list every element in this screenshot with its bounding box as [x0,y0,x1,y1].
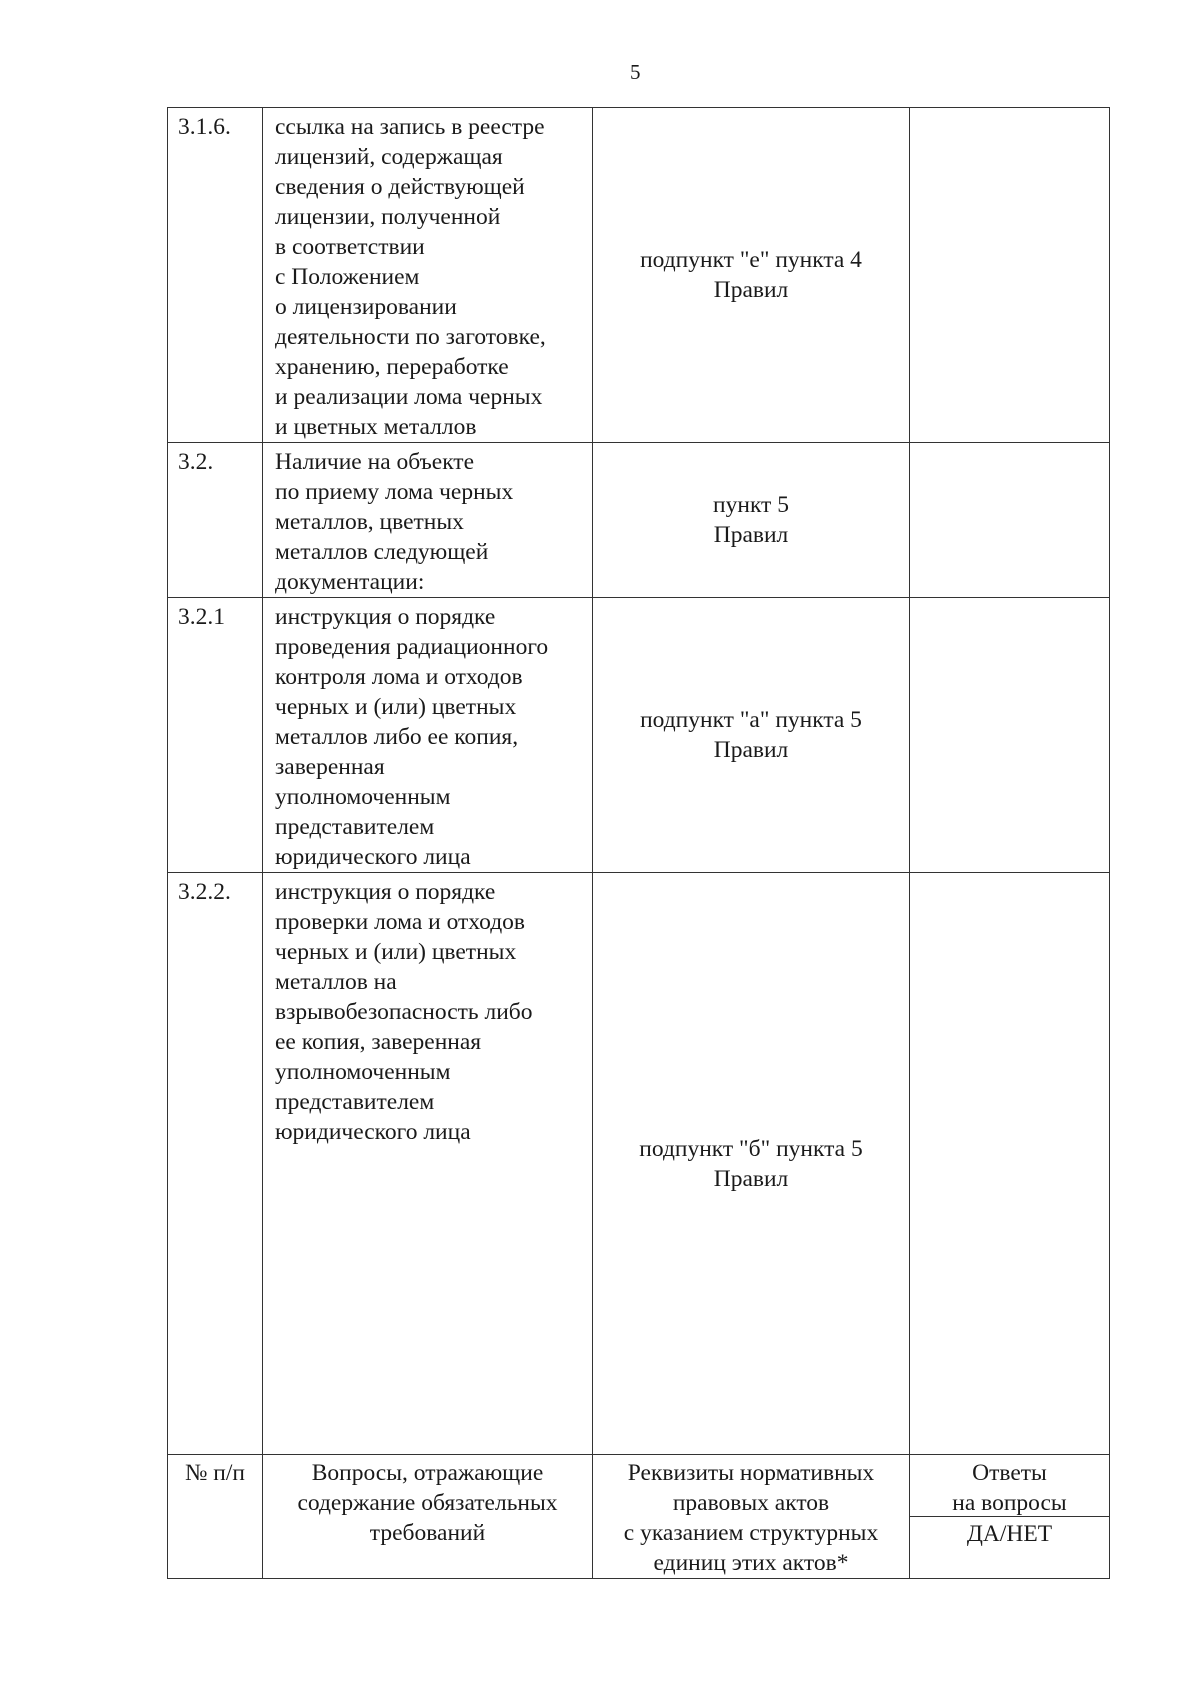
header-answers [910,1455,1110,1579]
header-line: содержание обязательных [297,1490,558,1516]
reference-line: Правил [713,1165,789,1192]
question-line: и реализации лома черных [275,384,543,410]
reference-line: подпункт "б" пункта 5 [639,1135,863,1162]
question-cell [263,443,593,598]
question-line: с Положением [275,264,420,290]
question-line: уполномоченным [275,1059,451,1085]
table-row [168,108,1110,443]
reference-cell [593,873,910,1455]
question-line: юридического лица [275,844,471,870]
table-row [168,598,1110,873]
question-line: металлов следующей [275,539,489,565]
header-answers-title [910,1455,1109,1517]
answer-cell[interactable] [910,598,1110,873]
question-line: деятельности по заготовке, [275,324,546,350]
row-number: 3.2.2. [168,873,263,1455]
question-line: ссылка на запись в реестре [275,114,545,140]
row-number: 3.2. [168,443,263,598]
answer-cell[interactable] [910,443,1110,598]
header-questions [263,1455,593,1579]
table-header-row [168,1455,1110,1579]
reference-line: подпункт "е" пункта 4 [640,247,862,273]
question-line: Наличие на объекте [275,449,475,475]
reference-line: пункт 5 [713,492,789,518]
page-number: 5 [630,60,641,84]
requirements-table [167,107,1110,1579]
header-line: правовых актов [672,1490,830,1516]
header-num: № п/п [168,1455,263,1579]
reference-line: Правил [713,737,789,763]
question-line: металлов, цветных [275,509,464,535]
question-line: проведения радиационного [275,634,549,660]
question-cell [263,873,593,1455]
question-line: сведения о действующей [275,174,525,200]
reference-line: Правил [713,277,789,303]
header-line: Ответы [972,1460,1047,1486]
question-line: взрывобезопасность либо [275,999,533,1025]
question-line: в соответствии [275,234,425,260]
reference-line: подпункт "а" пункта 5 [640,707,862,733]
question-line: и цветных металлов [275,414,477,440]
reference-cell [593,443,910,598]
question-line: инструкция о порядке [275,604,496,630]
question-line: хранению, переработке [275,354,509,380]
question-line: черных и (или) цветных [275,939,517,965]
row-number: 3.1.6. [168,108,263,443]
header-references [593,1455,910,1579]
question-line: представителем [275,814,435,840]
question-line: ее копия, заверенная [275,1029,482,1055]
reference-line: Правил [713,522,789,548]
question-line: по приему лома черных [275,479,514,505]
question-line: лицензий, содержащая [275,144,503,170]
header-line: Вопросы, отражающие [311,1460,544,1486]
question-line: заверенная [275,754,385,780]
question-line: уполномоченным [275,784,451,810]
question-cell [263,598,593,873]
question-cell [263,108,593,443]
header-line: Реквизиты нормативных [627,1460,875,1486]
question-line: металлов на [275,969,397,995]
row-number: 3.2.1 [168,598,263,873]
question-line: документации: [275,569,425,595]
header-line: требований [369,1520,486,1546]
question-line: проверки лома и отходов [275,909,526,935]
question-line: лицензии, полученной [275,204,501,230]
answer-cell[interactable] [910,873,1110,1455]
question-line: о лицензировании [275,294,457,320]
reference-cell [593,598,910,873]
table-row [168,443,1110,598]
question-line: инструкция о порядке [275,879,496,905]
question-line: контроля лома и отходов [275,664,523,690]
question-line: представителем [275,1089,435,1115]
header-line: на вопросы [952,1490,1067,1516]
header-line: с указанием структурных [623,1520,879,1546]
header-line: единиц этих актов* [653,1550,849,1576]
answer-cell[interactable] [910,108,1110,443]
reference-cell [593,108,910,443]
question-line: черных и (или) цветных [275,694,517,720]
table-row [168,873,1110,1455]
header-answers-options: ДА/НЕТ [966,1521,1053,1547]
question-line: юридического лица [275,1119,471,1145]
question-line: металлов либо ее копия, [275,724,519,750]
